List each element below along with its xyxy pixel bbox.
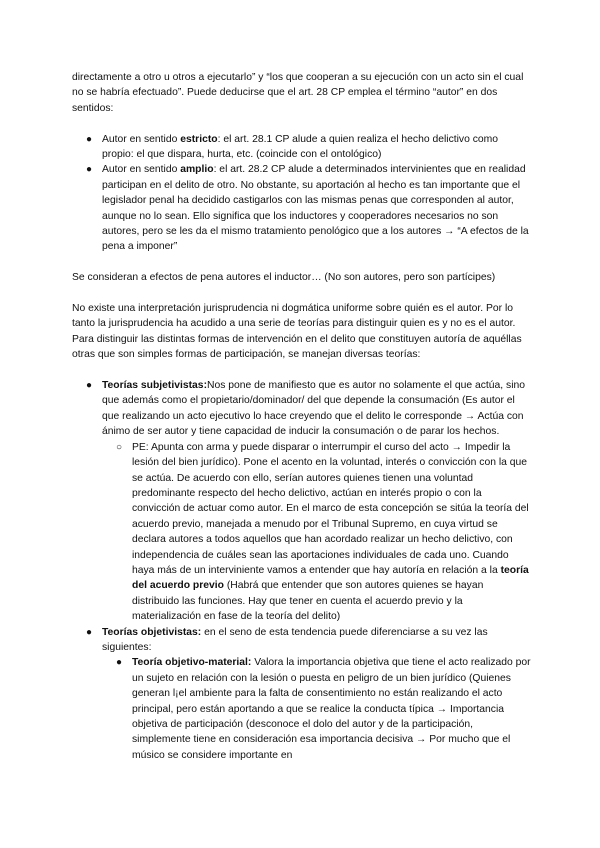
list-item-objetivo-material: ● Teoría objetivo-material: Valora la importancia objetiva que tiene el acto realizado por un sujeto en relación con la lesión o puesta en peligro de un bien jurídico (Quienes generan l¡el ambiente para la falta de consentimiento no están realizando el acto principal, pero están aportando a que se realice la conducta típica → Importancia objetiva de participación (desconoce el dolo del autor y de la participación, simplemente tiene en consideración esa importancia decisiva → Por mucho que el músico se considere importante en — [116, 657, 531, 761]
list-item-pe: ○ PE: Apunta con arma y puede disparar o interrumpir el curso del acto → Impedir la lesión del bien jurídico). Pone el acento en la voluntad, interés o convicción con la que se actúa. De acuerdo con ello, serían autores quienes tienen una voluntad predominante respecto del hecho delictivo, actúan en interés propio o con la convicción de actuar como autor. En el marco de esta concepción se sitúa la teoría del acuerdo previo, manejada a menudo por el Tribunal Supremo, en cuya virtud se declara autores a todos aquellos que han acordado realizar un hecho delictivo, con independencia de cuáles sean las aportaciones individuales de cada uno. Cuando haya más de un interviniente vamos a entender que hay autoría en relación a la teoría del acuerdo previo (Habrá que entender que son autores quienes se hayan distribuido las funciones. Hay que tener en cuenta el acuerdo previo y la materialización en fase de la teoría del delito) — [116, 441, 529, 623]
list-item-estricto: ● Autor en sentido estricto: el art. 28.1 CP alude a quien realiza el hecho delictivo como propio: el que dispara, hurta, etc. (coincide con el ontológico) — [86, 133, 499, 161]
autor-sentidos-list — [72, 132, 532, 255]
paragraph-inductor: Se consideran a efectos de pena autores el inductor… (No son autores, pero son partícipes) — [72, 272, 496, 284]
document-page — [72, 70, 532, 763]
paragraph-teorias: No existe una interpretación jurisprudencia ni dogmática uniforme sobre quién es el autor. Por lo tanto la jurisprudencia ha acudido a una serie de teorías para distinguir quien es y no es el autor. Para distinguir las distintas formas de intervención en el delito que constituyen autoría de aquéllas otras que son simples formas de participación, se manejan diversas teorías: — [72, 303, 522, 361]
bullet-icon: ● — [86, 380, 93, 392]
bullet-icon: ● — [116, 657, 123, 669]
bullet-icon: ● — [86, 626, 93, 638]
teorias-list — [72, 378, 532, 763]
bullet-icon: ● — [86, 164, 93, 176]
hollow-bullet-icon: ○ — [116, 441, 123, 453]
list-item-objetivistas: ● Teorías objetivistas: en el seno de esta tendencia puede diferenciarse a su vez las siguientes: — [86, 626, 488, 653]
list-item-amplio: ● Autor en sentido amplio: el art. 28.2 CP alude a determinados intervinientes que en realidad participan en el delito de otro. No obstante, su aportación al hecho es tan importante que el legislador penal ha decidido castigarlos con las mismas penas que corresponden al autor, aunque no lo sean. Ello significa que los inductores y cooperadores necesarios no son autores, pero se les da el mismo tratamiento penológico que a los autores → “A efectos de la pena a imponer” — [86, 164, 529, 253]
bullet-icon: ● — [86, 133, 93, 145]
list-item-subjetivistas: ● Teorías subjetivistas:Nos pone de manifiesto que es autor no solamente el que actúa, sino que además como el propietario/dominador/ del que depende la consumación (Es autor el que realizando un acto ejecutivo lo hace creyendo que el delito le corresponde → Actúa con ánimo de ser autor y tiene capacidad de inducir la consumación o de parar los hechos. — [86, 380, 526, 438]
paragraph-intro: directamente a otro u otros a ejecutarlo” y “los que cooperan a su ejecución con un acto sin el cual no se habría efectuado”. Puede deducirse que el art. 28 CP emplea el término “autor” en dos sentidos: — [72, 72, 524, 114]
